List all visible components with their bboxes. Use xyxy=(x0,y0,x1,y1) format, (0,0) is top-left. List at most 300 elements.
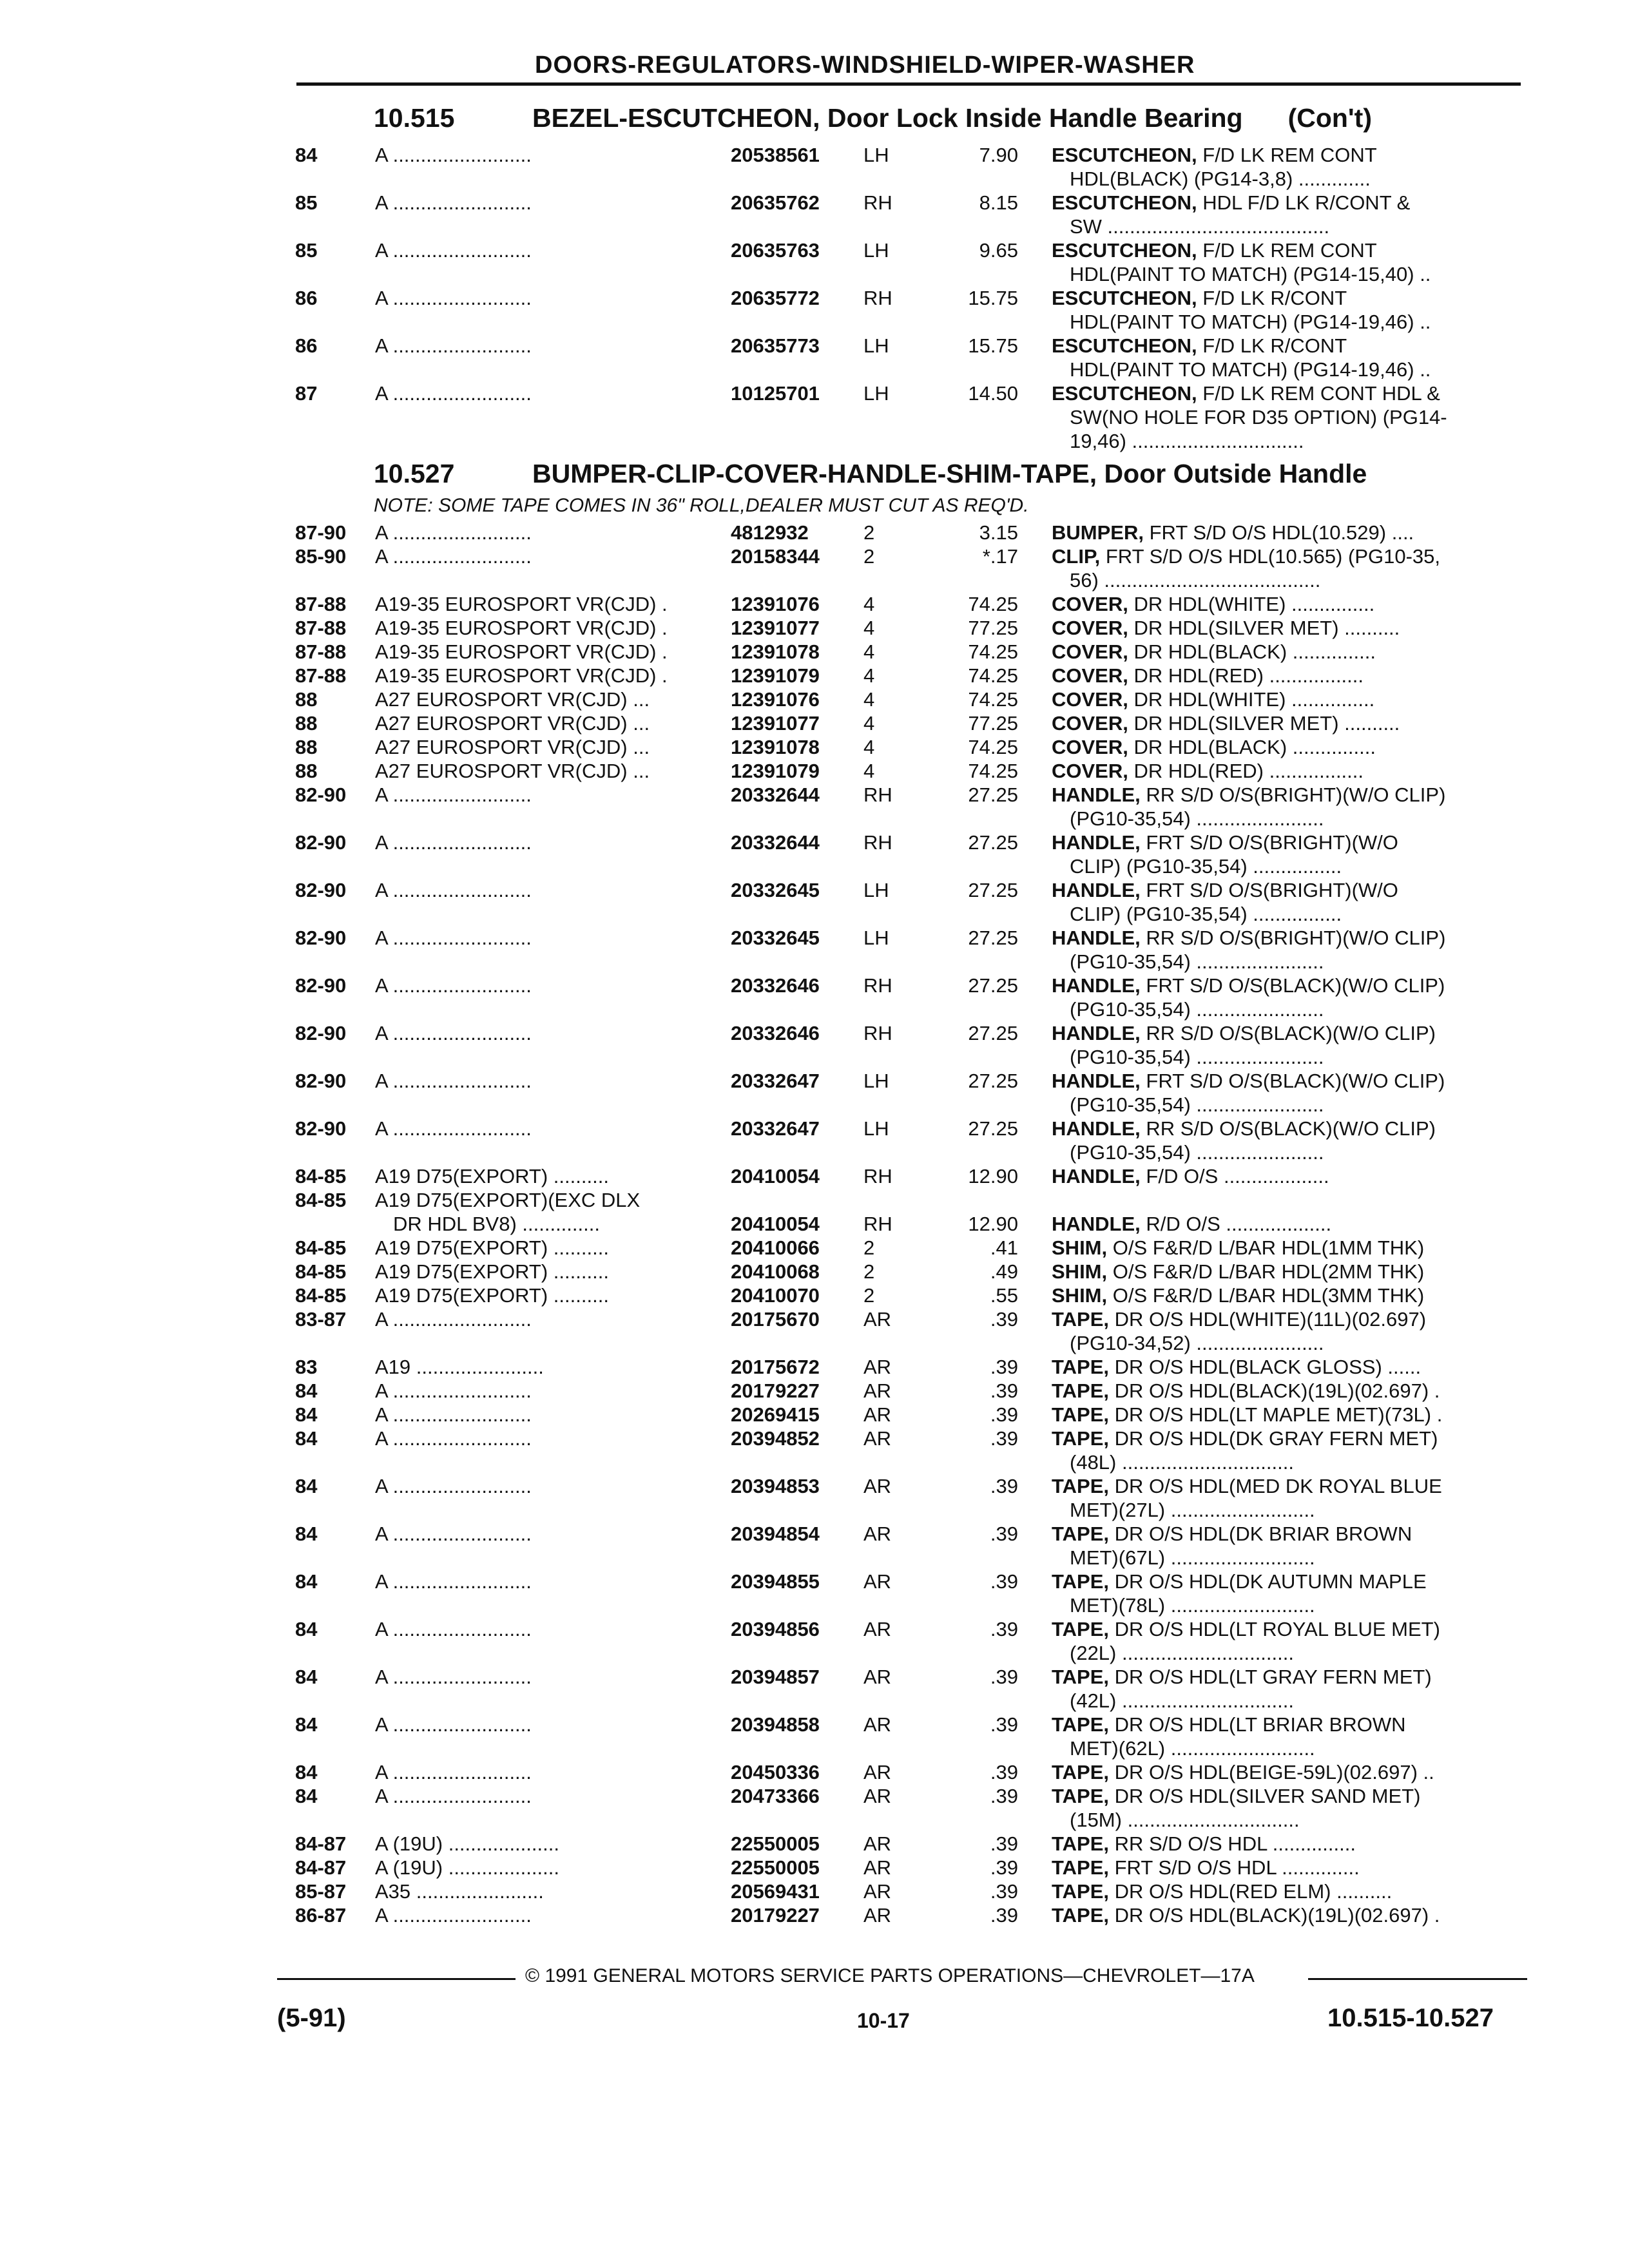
part-number: 20332644 xyxy=(731,783,820,806)
part-description-continued: (48L) ............................... xyxy=(1070,1451,1294,1474)
model-code: A19 D75(EXPORT) .......... xyxy=(375,1260,609,1283)
part-number: 10125701 xyxy=(731,382,820,405)
part-number: 20179227 xyxy=(731,1379,820,1402)
ref-number: 84 xyxy=(295,144,318,166)
price: .39 xyxy=(990,1832,1018,1855)
quantity: RH xyxy=(863,783,892,806)
part-description-continued: HDL(PAINT TO MATCH) (PG14-19,46) .. xyxy=(1070,311,1431,333)
price: 74.25 xyxy=(968,736,1018,758)
ref-number: 84 xyxy=(295,1761,318,1783)
part-description-continued: 19,46) ............................... xyxy=(1070,430,1304,452)
ref-number: 82-90 xyxy=(295,1117,347,1140)
part-description: COVER, DR HDL(WHITE) ............... xyxy=(1052,688,1375,711)
part-description: TAPE, DR O/S HDL(LT ROYAL BLUE MET) xyxy=(1052,1618,1440,1640)
model-code: A ......................... xyxy=(375,1117,532,1140)
quantity: 4 xyxy=(863,593,875,615)
part-number: 20332646 xyxy=(731,974,820,997)
part-description: ESCUTCHEON, F/D LK R/CONT xyxy=(1052,334,1347,357)
ref-number: 82-90 xyxy=(295,974,347,997)
part-description-continued: (PG10-34,52) ....................... xyxy=(1070,1332,1324,1354)
part-number: 22550005 xyxy=(731,1832,820,1855)
ref-number: 88 xyxy=(295,760,318,782)
ref-number: 84 xyxy=(295,1427,318,1450)
part-description: HANDLE, RR S/D O/S(BRIGHT)(W/O CLIP) xyxy=(1052,783,1446,806)
model-code: A ......................... xyxy=(375,1427,532,1450)
quantity: AR xyxy=(863,1427,892,1450)
price: 27.25 xyxy=(968,927,1018,949)
quantity: RH xyxy=(863,831,892,854)
part-number: 20410068 xyxy=(731,1260,820,1283)
part-number: 20450336 xyxy=(731,1761,820,1783)
price: .39 xyxy=(990,1666,1018,1688)
ref-number: 84-85 xyxy=(295,1284,347,1307)
price: 74.25 xyxy=(968,664,1018,687)
quantity: AR xyxy=(863,1570,892,1593)
part-number: 20179227 xyxy=(731,1904,820,1927)
ref-number: 82-90 xyxy=(295,783,347,806)
quantity: AR xyxy=(863,1785,892,1807)
price: .39 xyxy=(990,1618,1018,1640)
ref-number: 87-88 xyxy=(295,617,347,639)
price: .39 xyxy=(990,1475,1018,1497)
part-description: HANDLE, F/D O/S ................... xyxy=(1052,1165,1329,1187)
price: .39 xyxy=(990,1379,1018,1402)
model-code: A ......................... xyxy=(375,334,532,357)
ref-number: 85 xyxy=(295,239,318,262)
quantity: 2 xyxy=(863,521,875,544)
part-number: 20332647 xyxy=(731,1070,820,1092)
part-number: 20410054 xyxy=(731,1165,820,1187)
part-description: COVER, DR HDL(RED) ................. xyxy=(1052,664,1364,687)
section-heading-10-515 xyxy=(374,103,1372,133)
quantity: 4 xyxy=(863,617,875,639)
part-description: COVER, DR HDL(RED) ................. xyxy=(1052,760,1364,782)
part-description: SHIM, O/S F&R/D L/BAR HDL(1MM THK) xyxy=(1052,1236,1425,1259)
quantity: AR xyxy=(863,1403,892,1426)
ref-number: 84-87 xyxy=(295,1832,347,1855)
model-code-continued: DR HDL BV8) .............. xyxy=(393,1213,600,1235)
part-description-continued: CLIP) (PG10-35,54) ................ xyxy=(1070,855,1342,878)
model-code: A ......................... xyxy=(375,1713,532,1736)
price: 12.90 xyxy=(968,1165,1018,1187)
part-number: 12391077 xyxy=(731,712,820,735)
part-description: ESCUTCHEON, F/D LK REM CONT HDL & xyxy=(1052,382,1440,405)
part-number: 20332646 xyxy=(731,1022,820,1044)
ref-number: 84 xyxy=(295,1523,318,1545)
part-description: TAPE, DR O/S HDL(LT GRAY FERN MET) xyxy=(1052,1666,1432,1688)
section-number: 10.527 xyxy=(374,459,455,488)
ref-number: 84 xyxy=(295,1618,318,1640)
price: 15.75 xyxy=(968,334,1018,357)
quantity: LH xyxy=(863,382,889,405)
quantity: LH xyxy=(863,239,889,262)
part-description: SHIM, O/S F&R/D L/BAR HDL(3MM THK) xyxy=(1052,1284,1425,1307)
ref-number: 85 xyxy=(295,191,318,214)
model-code: A ......................... xyxy=(375,1761,532,1783)
part-description: TAPE, DR O/S HDL(BEIGE-59L)(02.697) .. xyxy=(1052,1761,1434,1783)
model-code: A ......................... xyxy=(375,239,532,262)
part-description-continued: SW ........................................ xyxy=(1070,215,1330,238)
price: 27.25 xyxy=(968,1022,1018,1044)
ref-number: 84 xyxy=(295,1785,318,1807)
footer-copyright: © 1991 GENERAL MOTORS SERVICE PARTS OPERATIONS—CHEVROLET—17A xyxy=(525,1965,1255,1986)
quantity: LH xyxy=(863,879,889,901)
section-continued: (Con't) xyxy=(1287,103,1372,133)
part-description: HANDLE, FRT S/D O/S(BRIGHT)(W/O xyxy=(1052,831,1398,854)
quantity: RH xyxy=(863,974,892,997)
quantity: AR xyxy=(863,1475,892,1497)
ref-number: 85-87 xyxy=(295,1880,347,1903)
ref-number: 82-90 xyxy=(295,879,347,901)
model-code: A ......................... xyxy=(375,1070,532,1092)
quantity: 4 xyxy=(863,664,875,687)
quantity: AR xyxy=(863,1761,892,1783)
ref-number: 84 xyxy=(295,1379,318,1402)
model-code: A (19U) .................... xyxy=(375,1832,559,1855)
price: .39 xyxy=(990,1427,1018,1450)
footer-page-number: 10-17 xyxy=(857,2009,910,2032)
part-description: CLIP, FRT S/D O/S HDL(10.565) (PG10-35, xyxy=(1052,545,1441,568)
quantity: AR xyxy=(863,1904,892,1927)
part-description-continued: (PG10-35,54) ....................... xyxy=(1070,1141,1324,1164)
part-description: HANDLE, RR S/D O/S(BLACK)(W/O CLIP) xyxy=(1052,1022,1436,1044)
part-description: ESCUTCHEON, HDL F/D LK R/CONT & xyxy=(1052,191,1411,214)
part-description: HANDLE, RR S/D O/S(BRIGHT)(W/O CLIP) xyxy=(1052,927,1446,949)
model-code: A ......................... xyxy=(375,1022,532,1044)
part-number: 12391078 xyxy=(731,640,820,663)
part-description: TAPE, DR O/S HDL(SILVER SAND MET) xyxy=(1052,1785,1421,1807)
part-description-continued: MET)(27L) .......................... xyxy=(1070,1499,1315,1521)
part-number: 20394858 xyxy=(731,1713,820,1736)
price: .39 xyxy=(990,1308,1018,1331)
ref-number: 87-90 xyxy=(295,521,347,544)
ref-number: 84 xyxy=(295,1713,318,1736)
part-number: 12391077 xyxy=(731,617,820,639)
part-number: 20394856 xyxy=(731,1618,820,1640)
part-description: HANDLE, R/D O/S ................... xyxy=(1052,1213,1332,1235)
ref-number: 85-90 xyxy=(295,545,347,568)
part-description: TAPE, DR O/S HDL(BLACK GLOSS) ...... xyxy=(1052,1356,1422,1378)
price: .39 xyxy=(990,1856,1018,1879)
part-number: 12391079 xyxy=(731,760,820,782)
model-code: A ......................... xyxy=(375,927,532,949)
part-description-continued: MET)(67L) .......................... xyxy=(1070,1546,1315,1569)
header-rule xyxy=(296,82,1521,86)
price: 27.25 xyxy=(968,974,1018,997)
footer-rule-right xyxy=(1308,1978,1527,1980)
model-code: A ......................... xyxy=(375,1403,532,1426)
price: .55 xyxy=(990,1284,1018,1307)
part-description: HANDLE, FRT S/D O/S(BLACK)(W/O CLIP) xyxy=(1052,1070,1445,1092)
ref-number: 86 xyxy=(295,287,318,309)
price: 27.25 xyxy=(968,831,1018,854)
price: .39 xyxy=(990,1403,1018,1426)
ref-number: 84 xyxy=(295,1666,318,1688)
model-code: A19-35 EUROSPORT VR(CJD) . xyxy=(375,640,668,663)
quantity: AR xyxy=(863,1379,892,1402)
quantity: LH xyxy=(863,1070,889,1092)
model-code: A ......................... xyxy=(375,1904,532,1927)
ref-number: 88 xyxy=(295,688,318,711)
part-description-continued: (PG10-35,54) ....................... xyxy=(1070,1093,1324,1116)
price: .39 xyxy=(990,1356,1018,1378)
quantity: LH xyxy=(863,144,889,166)
model-code: A ......................... xyxy=(375,879,532,901)
part-description: TAPE, DR O/S HDL(LT BRIAR BROWN xyxy=(1052,1713,1406,1736)
model-code: A19 ....................... xyxy=(375,1356,544,1378)
part-description-continued: SW(NO HOLE FOR D35 OPTION) (PG14- xyxy=(1070,406,1447,428)
section-note: NOTE: SOME TAPE COMES IN 36" ROLL,DEALER MUST CUT AS REQ'D. xyxy=(374,495,1029,516)
part-description-continued: (22L) ............................... xyxy=(1070,1642,1294,1664)
part-number: 20332645 xyxy=(731,927,820,949)
model-code: A ......................... xyxy=(375,1523,532,1545)
ref-number: 84 xyxy=(295,1570,318,1593)
part-number: 20410070 xyxy=(731,1284,820,1307)
part-number: 12391076 xyxy=(731,593,820,615)
quantity: 2 xyxy=(863,1260,875,1283)
model-code: A19-35 EUROSPORT VR(CJD) . xyxy=(375,664,668,687)
part-description: COVER, DR HDL(SILVER MET) .......... xyxy=(1052,712,1400,735)
part-description: BUMPER, FRT S/D O/S HDL(10.529) .... xyxy=(1052,521,1414,544)
ref-number: 86 xyxy=(295,334,318,357)
ref-number: 87 xyxy=(295,382,318,405)
model-code: A ......................... xyxy=(375,1785,532,1807)
part-number: 20635772 xyxy=(731,287,820,309)
part-number: 20394853 xyxy=(731,1475,820,1497)
quantity: AR xyxy=(863,1356,892,1378)
price: .39 xyxy=(990,1904,1018,1927)
model-code: A27 EUROSPORT VR(CJD) ... xyxy=(375,736,650,758)
part-description: ESCUTCHEON, F/D LK REM CONT xyxy=(1052,239,1377,262)
part-description: HANDLE, FRT S/D O/S(BLACK)(W/O CLIP) xyxy=(1052,974,1445,997)
model-code: A ......................... xyxy=(375,831,532,854)
model-code: A19 D75(EXPORT) .......... xyxy=(375,1165,609,1187)
ref-number: 84-87 xyxy=(295,1856,347,1879)
model-code: A35 ....................... xyxy=(375,1880,544,1903)
model-code: A27 EUROSPORT VR(CJD) ... xyxy=(375,760,650,782)
quantity: AR xyxy=(863,1618,892,1640)
part-number: 20394857 xyxy=(731,1666,820,1688)
section-title: BUMPER-CLIP-COVER-HANDLE-SHIM-TAPE, Door Outside Handle xyxy=(532,459,1367,488)
ref-number: 87-88 xyxy=(295,593,347,615)
model-code: A27 EUROSPORT VR(CJD) ... xyxy=(375,712,650,735)
part-description: TAPE, RR S/D O/S HDL ............... xyxy=(1052,1832,1356,1855)
quantity: AR xyxy=(863,1880,892,1903)
price: 9.65 xyxy=(979,239,1018,262)
part-number: 20538561 xyxy=(731,144,820,166)
quantity: AR xyxy=(863,1308,892,1331)
model-code: A ......................... xyxy=(375,1618,532,1640)
ref-number: 88 xyxy=(295,736,318,758)
part-number: 20269415 xyxy=(731,1403,820,1426)
quantity: AR xyxy=(863,1666,892,1688)
model-code: A ......................... xyxy=(375,974,532,997)
part-description: ESCUTCHEON, F/D LK R/CONT xyxy=(1052,287,1347,309)
quantity: AR xyxy=(863,1713,892,1736)
model-code: A19-35 EUROSPORT VR(CJD) . xyxy=(375,617,668,639)
model-code: A ......................... xyxy=(375,1379,532,1402)
part-description-continued: (PG10-35,54) ....................... xyxy=(1070,1046,1324,1068)
model-code: A ......................... xyxy=(375,1475,532,1497)
part-description-continued: (PG10-35,54) ....................... xyxy=(1070,807,1324,830)
part-number: 12391079 xyxy=(731,664,820,687)
price: .49 xyxy=(990,1260,1018,1283)
quantity: 2 xyxy=(863,545,875,568)
ref-number: 86-87 xyxy=(295,1904,347,1927)
ref-number: 82-90 xyxy=(295,1070,347,1092)
model-code: A ......................... xyxy=(375,191,532,214)
part-description: TAPE, DR O/S HDL(WHITE)(11L)(02.697) xyxy=(1052,1308,1427,1331)
ref-number: 82-90 xyxy=(295,1022,347,1044)
ref-number: 87-88 xyxy=(295,640,347,663)
ref-number: 82-90 xyxy=(295,831,347,854)
quantity: LH xyxy=(863,334,889,357)
part-description: TAPE, DR O/S HDL(LT MAPLE MET)(73L) . xyxy=(1052,1403,1443,1426)
ref-number: 87-88 xyxy=(295,664,347,687)
quantity: 4 xyxy=(863,640,875,663)
quantity: 2 xyxy=(863,1236,875,1259)
footer-section-range: 10.515-10.527 xyxy=(1327,2004,1494,2032)
part-description: COVER, DR HDL(BLACK) ............... xyxy=(1052,640,1376,663)
ref-number: 84-85 xyxy=(295,1260,347,1283)
model-code: A19 D75(EXPORT) .......... xyxy=(375,1236,609,1259)
price: *.17 xyxy=(982,545,1018,568)
part-description-continued: CLIP) (PG10-35,54) ................ xyxy=(1070,903,1342,925)
part-number: 12391076 xyxy=(731,688,820,711)
ref-number: 84-85 xyxy=(295,1165,347,1187)
price: 12.90 xyxy=(968,1213,1018,1235)
part-number: 20394854 xyxy=(731,1523,820,1545)
part-description: HANDLE, RR S/D O/S(BLACK)(W/O CLIP) xyxy=(1052,1117,1436,1140)
part-description-continued: (PG10-35,54) ....................... xyxy=(1070,998,1324,1021)
part-number: 12391078 xyxy=(731,736,820,758)
part-description-continued: MET)(78L) .......................... xyxy=(1070,1594,1315,1617)
quantity: 4 xyxy=(863,760,875,782)
part-description-continued: (PG10-35,54) ....................... xyxy=(1070,950,1324,973)
quantity: AR xyxy=(863,1523,892,1545)
price: 27.25 xyxy=(968,1117,1018,1140)
quantity: LH xyxy=(863,927,889,949)
part-number: 20410066 xyxy=(731,1236,820,1259)
part-description-continued: HDL(PAINT TO MATCH) (PG14-15,40) .. xyxy=(1070,263,1431,285)
price: 74.25 xyxy=(968,593,1018,615)
quantity: RH xyxy=(863,287,892,309)
quantity: RH xyxy=(863,1165,892,1187)
quantity: 4 xyxy=(863,736,875,758)
ref-number: 84 xyxy=(295,1475,318,1497)
quantity: 4 xyxy=(863,712,875,735)
price: 7.90 xyxy=(979,144,1018,166)
ref-number: 84 xyxy=(295,1403,318,1426)
part-number: 20394855 xyxy=(731,1570,820,1593)
ref-number: 83-87 xyxy=(295,1308,347,1331)
price: .39 xyxy=(990,1880,1018,1903)
price: .39 xyxy=(990,1570,1018,1593)
model-code: A ......................... xyxy=(375,1570,532,1593)
ref-number: 82-90 xyxy=(295,927,347,949)
quantity: 2 xyxy=(863,1284,875,1307)
part-description-continued: (42L) ............................... xyxy=(1070,1689,1294,1712)
part-number: 20332647 xyxy=(731,1117,820,1140)
part-number: 22550005 xyxy=(731,1856,820,1879)
part-description-continued: HDL(PAINT TO MATCH) (PG14-19,46) .. xyxy=(1070,358,1431,381)
price: .41 xyxy=(990,1236,1018,1259)
part-description: TAPE, DR O/S HDL(DK AUTUMN MAPLE xyxy=(1052,1570,1427,1593)
model-code: A ......................... xyxy=(375,144,532,166)
model-code: A19 D75(EXPORT) .......... xyxy=(375,1284,609,1307)
ref-number: 84-85 xyxy=(295,1189,347,1211)
part-description: TAPE, DR O/S HDL(BLACK)(19L)(02.697) . xyxy=(1052,1904,1440,1927)
part-description: TAPE, DR O/S HDL(DK BRIAR BROWN xyxy=(1052,1523,1412,1545)
model-code: A27 EUROSPORT VR(CJD) ... xyxy=(375,688,650,711)
part-number: 20332645 xyxy=(731,879,820,901)
quantity: RH xyxy=(863,191,892,214)
price: 3.15 xyxy=(979,521,1018,544)
quantity: AR xyxy=(863,1856,892,1879)
part-number: 20394852 xyxy=(731,1427,820,1450)
model-code: A ......................... xyxy=(375,1308,532,1331)
quantity: RH xyxy=(863,1213,892,1235)
footer-rule-left xyxy=(277,1978,516,1980)
part-description: TAPE, FRT S/D O/S HDL .............. xyxy=(1052,1856,1360,1879)
ref-number: 84-85 xyxy=(295,1236,347,1259)
part-number: 20635762 xyxy=(731,191,820,214)
quantity: RH xyxy=(863,1022,892,1044)
model-code: A ......................... xyxy=(375,1666,532,1688)
part-number: 20410054 xyxy=(731,1213,820,1235)
part-description: TAPE, DR O/S HDL(BLACK)(19L)(02.697) . xyxy=(1052,1379,1440,1402)
section-title: BEZEL-ESCUTCHEON, Door Lock Inside Handle Bearing xyxy=(532,103,1243,133)
price: 15.75 xyxy=(968,287,1018,309)
part-number: 20635763 xyxy=(731,239,820,262)
footer-date: (5-91) xyxy=(277,2004,346,2032)
quantity: 4 xyxy=(863,688,875,711)
part-number: 20635773 xyxy=(731,334,820,357)
part-number: 20175670 xyxy=(731,1308,820,1331)
part-description: ESCUTCHEON, F/D LK REM CONT xyxy=(1052,144,1377,166)
part-number: 20332644 xyxy=(731,831,820,854)
price: .39 xyxy=(990,1785,1018,1807)
model-code: A19 D75(EXPORT)(EXC DLX xyxy=(375,1189,641,1211)
part-description: HANDLE, FRT S/D O/S(BRIGHT)(W/O xyxy=(1052,879,1398,901)
part-description: SHIM, O/S F&R/D L/BAR HDL(2MM THK) xyxy=(1052,1260,1425,1283)
part-description: TAPE, DR O/S HDL(RED ELM) .......... xyxy=(1052,1880,1393,1903)
part-description-continued: 56) ....................................... xyxy=(1070,569,1321,591)
section-heading-10-527 xyxy=(374,459,1367,489)
price: 14.50 xyxy=(968,382,1018,405)
model-code: A ......................... xyxy=(375,287,532,309)
price: 27.25 xyxy=(968,1070,1018,1092)
part-number: 20569431 xyxy=(731,1880,820,1903)
part-number: 20158344 xyxy=(731,545,820,568)
part-description: COVER, DR HDL(WHITE) ............... xyxy=(1052,593,1375,615)
price: .39 xyxy=(990,1523,1018,1545)
price: 74.25 xyxy=(968,760,1018,782)
part-description: TAPE, DR O/S HDL(MED DK ROYAL BLUE xyxy=(1052,1475,1442,1497)
part-description: COVER, DR HDL(SILVER MET) .......... xyxy=(1052,617,1400,639)
model-code: A (19U) .................... xyxy=(375,1856,559,1879)
price: .39 xyxy=(990,1713,1018,1736)
price: 8.15 xyxy=(979,191,1018,214)
ref-number: 83 xyxy=(295,1356,318,1378)
model-code: A ......................... xyxy=(375,783,532,806)
part-description: COVER, DR HDL(BLACK) ............... xyxy=(1052,736,1376,758)
page-header-title: DOORS-REGULATORS-WINDSHIELD-WIPER-WASHER xyxy=(535,52,1195,79)
section-number: 10.515 xyxy=(374,103,455,133)
ref-number: 88 xyxy=(295,712,318,735)
part-number: 4812932 xyxy=(731,521,809,544)
part-number: 20473366 xyxy=(731,1785,820,1807)
